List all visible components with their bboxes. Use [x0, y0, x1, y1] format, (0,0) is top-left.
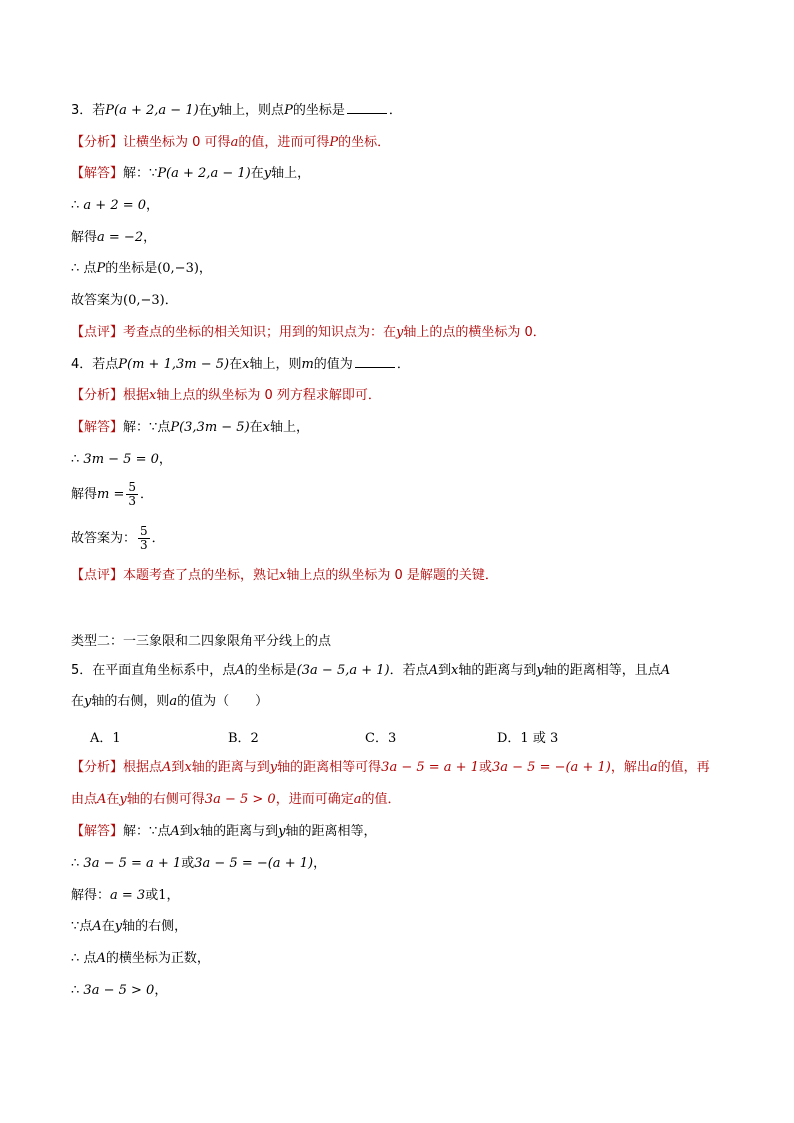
q3-stem-prefix: 3．若: [71, 103, 106, 118]
q4-sol4-prefix: 故答案为：: [71, 531, 137, 546]
q4-solution-1: [71, 418, 309, 438]
q5-sol3-eq: a = 3: [110, 888, 146, 903]
q3-analysis-a: a: [230, 135, 239, 150]
q5-y-axis: y: [269, 760, 278, 775]
q4-stem-m: m: [301, 357, 314, 372]
q5-point-a: A: [97, 792, 107, 807]
therefore-symbol: ∴: [71, 983, 80, 998]
q5-sol1-prefix: 解：: [123, 824, 150, 839]
option-d[interactable]: D．1 或 3: [497, 731, 559, 746]
because-symbol: ∵: [149, 824, 158, 839]
q3-sol4-mid: 的坐标是: [105, 261, 158, 276]
q4-stem-prefix: 4．若点: [71, 357, 119, 372]
analysis-tag: 【分析】: [71, 760, 124, 775]
q3-sol4-end: ，: [198, 261, 212, 276]
q3-sol4-p: P: [96, 261, 106, 276]
fraction-denominator: 3: [128, 494, 137, 508]
q5-point-a: A: [92, 919, 102, 934]
option-c[interactable]: C．3: [365, 731, 397, 746]
q5-sol2-eq1: 3a − 5 = a + 1: [83, 856, 182, 871]
q4-stem-point: P(m + 1,3m − 5): [118, 357, 230, 372]
q4-stem-period: ．: [396, 357, 410, 372]
fraction: [126, 481, 138, 508]
q3-stem: [71, 101, 402, 121]
analysis-tag: 【分析】: [71, 388, 124, 403]
q5-sol1-text: 点: [157, 824, 171, 839]
q3-analysis-end: 的坐标．: [338, 135, 391, 150]
q5-sol1-d: 轴的距离相等，: [285, 824, 377, 839]
q3-solution-3: [71, 228, 156, 248]
therefore-symbol: ∴: [71, 261, 80, 276]
q3-analysis-mid: 的值，进而可得: [238, 135, 330, 150]
q4-stem: [71, 355, 410, 375]
q5-an1-eq1: 3a − 5 = a + 1: [381, 760, 479, 775]
q3-comment-pre: 考查点的坐标的相关知识；用到的知识点为：在: [123, 325, 397, 340]
option-a[interactable]: A．1: [90, 731, 121, 746]
q5-an1-f: 的值，再: [657, 760, 710, 775]
q5-sol2-end: ，: [313, 856, 327, 871]
q3-sol2-end: ，: [146, 198, 160, 213]
q5-sol5-text: 点: [83, 951, 97, 966]
q5-x-axis: x: [451, 663, 459, 678]
q4-solution-3: [71, 478, 153, 512]
q3-solution-5: [71, 291, 178, 311]
therefore-symbol: ∴: [71, 198, 80, 213]
comment-tag: 【点评】: [71, 568, 124, 583]
q5-an2-b: 在: [106, 792, 120, 807]
therefore-symbol: ∴: [71, 951, 80, 966]
solution-tag: 【解答】: [71, 824, 124, 839]
q3-solution-2: [71, 196, 159, 216]
q4-sol3-var: m =: [97, 487, 125, 502]
q5-y-axis: y: [536, 663, 544, 678]
q3-sol4-coord: (0,−3): [157, 261, 199, 276]
q4-comment-pre: 本题考查了点的坐标，熟记: [123, 568, 280, 583]
q5-sol5-b: 的横坐标为正数，: [105, 951, 210, 966]
q5-x-axis: x: [192, 824, 201, 839]
q3-analysis-text: 让横坐标为 0 可得: [123, 135, 231, 150]
q4-sol1-text: 点: [157, 420, 171, 435]
q3-solution-4: [71, 259, 212, 279]
q4-sol2-eq: 3m − 5 = 0: [83, 452, 159, 467]
q4-comment-axis: x: [279, 568, 287, 583]
q5-stem-mid: 的坐标是: [244, 663, 297, 678]
q5-an1-d: 轴的距离相等可得: [277, 760, 382, 775]
because-symbol: ∵: [71, 919, 80, 934]
q4-comment-post: 轴上点的纵坐标为 0 是解题的关键．: [286, 568, 498, 583]
q5-sol6-ineq: 3a − 5 > 0: [83, 983, 155, 998]
q3-stem-period: ．: [388, 103, 402, 118]
q5-point-a: A: [660, 663, 671, 678]
q5-an1-a: 根据点: [123, 760, 163, 775]
q3-sol2-eq: a + 2 = 0: [83, 198, 147, 213]
q3-stem-axis: y: [211, 103, 220, 118]
q5-an1-b: 到: [171, 760, 185, 775]
q5-stem-mid5: 轴的距离相等，且点: [543, 663, 661, 678]
q3-sol4-text: 点: [83, 261, 97, 276]
q5-point-a: A: [235, 663, 245, 678]
comment-tag: 【点评】: [71, 325, 124, 340]
because-symbol: ∵: [149, 420, 158, 435]
q4-stem-end: 的值为: [313, 357, 353, 372]
q5-sol4-text: 点: [79, 919, 93, 934]
q5-sol2-or: 或: [181, 856, 195, 871]
q5-point-a: A: [96, 951, 106, 966]
q4-sol1-mid: 在: [249, 420, 263, 435]
q3-sol1-mid: 在: [250, 166, 264, 181]
option-b[interactable]: B．2: [228, 731, 259, 746]
q4-solution-2: [71, 450, 172, 470]
q5-solution-6: [71, 981, 167, 1001]
q3-analysis-p: P: [329, 135, 339, 150]
q5-var-a: a: [353, 792, 362, 807]
q5-y-axis: y: [119, 792, 127, 807]
q4-analysis-pre: 根据: [123, 388, 150, 403]
q3-sol5-end: ．: [164, 293, 178, 308]
q4-sol4-end: ．: [151, 531, 165, 546]
q5-stem-mid4: 轴的距离与到: [458, 663, 537, 678]
q5-solution-3: [71, 886, 180, 906]
q5-an2-a: 由点: [71, 792, 98, 807]
q5-an2-ineq: 3a − 5 > 0: [204, 792, 276, 807]
answer-blank: [347, 101, 387, 114]
q3-sol1-end: 轴上，: [271, 166, 311, 181]
q4-comment: [71, 566, 498, 586]
analysis-tag: 【分析】: [71, 135, 124, 150]
q5-stem-line1: [71, 661, 670, 681]
fraction-numerator: 5: [140, 524, 148, 538]
fraction-denominator: 3: [140, 538, 148, 552]
q5-solution-5: [71, 949, 210, 969]
q5-y-axis: y: [114, 919, 123, 934]
q5-sol3-prefix: 解得：: [71, 888, 111, 903]
q5-stem2-prefix: 在: [71, 694, 85, 709]
q5-solution-4: [71, 917, 187, 937]
q5-analysis-line2: [71, 790, 400, 810]
q5-sol2-eq2: 3a − 5 = −(a + 1): [194, 856, 314, 871]
q5-sol3-val: 1: [158, 888, 167, 903]
q3-comment: [71, 323, 546, 343]
q5-stem-coord: (3a − 5,a + 1): [296, 663, 390, 678]
q3-comment-axis: y: [396, 325, 404, 340]
q4-sol1-end: 轴上，: [270, 420, 310, 435]
q5-sol1-c: 轴的距离与到: [200, 824, 279, 839]
q5-sol4-b: 在: [101, 919, 115, 934]
section-title: 类型二：一三象限和二四象限角平分线上的点: [71, 634, 332, 649]
q5-point-a: A: [162, 760, 172, 775]
fraction: [138, 525, 150, 552]
q3-sol3-eq: a = −2: [97, 230, 144, 245]
q3-sol1-prefix: 解：: [123, 166, 150, 181]
q5-analysis-line1: [71, 758, 710, 778]
q5-an1-or: 或: [478, 760, 492, 775]
q3-sol5-prefix: 故答案为: [71, 293, 124, 308]
answer-blank: [355, 355, 395, 368]
q3-sol1-axis: y: [263, 166, 272, 181]
q4-stem-axis: x: [242, 357, 250, 372]
q5-stem2-end: 的值为（ ）: [177, 694, 269, 709]
q3-comment-post: 轴上的点的横坐标为 0．: [403, 325, 546, 340]
therefore-symbol: ∴: [71, 856, 80, 871]
q5-sol3-end: ，: [166, 888, 180, 903]
q5-x-axis: x: [184, 760, 192, 775]
q4-sol2-end: ，: [158, 452, 172, 467]
q3-sol3-prefix: 解得: [71, 230, 98, 245]
q5-sol4-c: 轴的右侧，: [122, 919, 188, 934]
q5-var-a: a: [169, 694, 178, 709]
q3-solution-1: [71, 164, 310, 184]
q4-stem-suffix: 轴上，则: [249, 357, 302, 372]
q5-point-a: A: [170, 824, 180, 839]
q3-stem-mid: 在: [198, 103, 212, 118]
q4-sol1-point: P(3,3m − 5): [170, 420, 250, 435]
q3-sol3-end: ，: [143, 230, 157, 245]
q4-analysis-axis: x: [149, 388, 157, 403]
q4-sol3-end: ．: [140, 487, 154, 502]
q5-stem-line2: [71, 692, 268, 712]
q5-stem-mid3: 到: [438, 663, 452, 678]
solution-tag: 【解答】: [71, 420, 124, 435]
q4-sol1-axis: x: [262, 420, 271, 435]
q5-solution-1: [71, 822, 376, 842]
q5-an2-d: ，进而可确定: [275, 792, 354, 807]
q3-sol5-coord: (0,−3): [123, 293, 165, 308]
fraction-numerator: 5: [128, 480, 137, 494]
q5-y-axis: y: [84, 694, 92, 709]
q4-sol1-prefix: 解：: [123, 420, 150, 435]
q5-an1-eq2: 3a − 5 = −(a + 1): [491, 760, 611, 775]
q3-stem-end: 的坐标是: [292, 103, 345, 118]
q5-stem-prefix: 5．在平面直角坐标系中，点: [71, 663, 236, 678]
q5-an2-c: 轴的右侧可得: [126, 792, 205, 807]
q5-sol6-end: ，: [154, 983, 168, 998]
q5-stem2-mid: 轴的右侧，则: [91, 694, 170, 709]
q5-stem-mid2: ．若点: [389, 663, 429, 678]
q4-solution-4: [71, 522, 165, 556]
q4-sol3-prefix: 解得: [71, 487, 98, 502]
q5-y-axis: y: [278, 824, 286, 839]
q3-analysis: [71, 133, 390, 153]
because-symbol: ∵: [149, 166, 158, 181]
q5-sol1-b: 到: [179, 824, 193, 839]
solution-tag: 【解答】: [71, 166, 124, 181]
q4-stem-mid: 在: [229, 357, 243, 372]
q5-point-a: A: [428, 663, 438, 678]
q5-solution-2: [71, 854, 326, 874]
q3-sol1-point: P(a + 2,a − 1): [157, 166, 251, 181]
q5-var-a: a: [649, 760, 658, 775]
q3-stem-p: P: [284, 103, 293, 118]
q5-an2-e: 的值．: [361, 792, 401, 807]
q4-analysis-post: 轴上点的纵坐标为 0 列方程求解即可．: [156, 388, 381, 403]
q3-stem-suffix: 轴上，则点: [219, 103, 285, 118]
q3-stem-point: P(a + 2,a − 1): [105, 103, 199, 118]
q5-an1-e: ，解出: [610, 760, 650, 775]
therefore-symbol: ∴: [71, 452, 80, 467]
q4-analysis: [71, 386, 381, 406]
q5-sol3-or: 或: [145, 888, 159, 903]
q5-an1-c: 轴的距离与到: [191, 760, 270, 775]
